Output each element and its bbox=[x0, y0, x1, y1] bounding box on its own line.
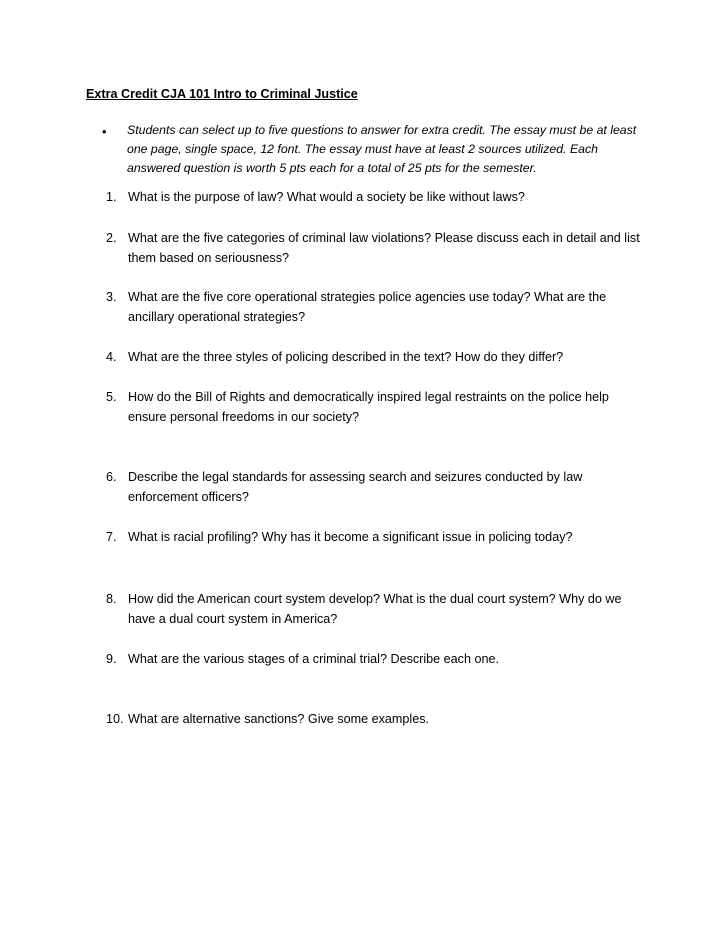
question-number: 8. bbox=[106, 592, 117, 606]
document-title: Extra Credit CJA 101 Intro to Criminal Justice bbox=[86, 87, 358, 101]
question-number: 7. bbox=[106, 530, 117, 544]
question-number: 2. bbox=[106, 231, 117, 245]
question-number: 6. bbox=[106, 470, 117, 484]
question-text: How did the American court system develop? What is the dual court system? Why do we have a dual court system in America? bbox=[128, 592, 622, 626]
question-number: 5. bbox=[106, 390, 117, 404]
question-number: 4. bbox=[106, 350, 117, 364]
instructions-text: Students can select up to five questions to answer for extra credit. The essay must be at least one page, single space, 12 font. The essay must have at least 2 sources utilized. Each answered question is worth 5 pts each for a total of 25 pts for the semester. bbox=[127, 123, 637, 175]
question-text: What is racial profiling? Why has it become a significant issue in policing today? bbox=[128, 530, 573, 544]
question-number: 9. bbox=[106, 652, 117, 666]
question-text: What are the various stages of a criminal trial? Describe each one. bbox=[128, 652, 499, 666]
question-text: What are alternative sanctions? Give some examples. bbox=[128, 712, 429, 726]
question-text: What are the three styles of policing described in the text? How do they differ? bbox=[128, 350, 564, 364]
question-text: What is the purpose of law? What would a society be like without laws? bbox=[128, 190, 525, 204]
question-text: Describe the legal standards for assessing search and seizures conducted by law enforcement officers? bbox=[128, 470, 583, 504]
question-text: What are the five core operational strategies police agencies use today? What are the ancillary operational strategies? bbox=[128, 290, 607, 324]
question-text: How do the Bill of Rights and democratically inspired legal restraints on the police help ensure personal freedoms in our society? bbox=[128, 390, 609, 424]
question-number: 1. bbox=[106, 190, 117, 204]
question-text: What are the five categories of criminal law violations? Please discuss each in detail and list them based on seriousness? bbox=[128, 231, 640, 265]
question-number: 10. bbox=[106, 712, 124, 726]
question-number: 3. bbox=[106, 290, 117, 304]
bullet-marker: • bbox=[102, 124, 107, 139]
